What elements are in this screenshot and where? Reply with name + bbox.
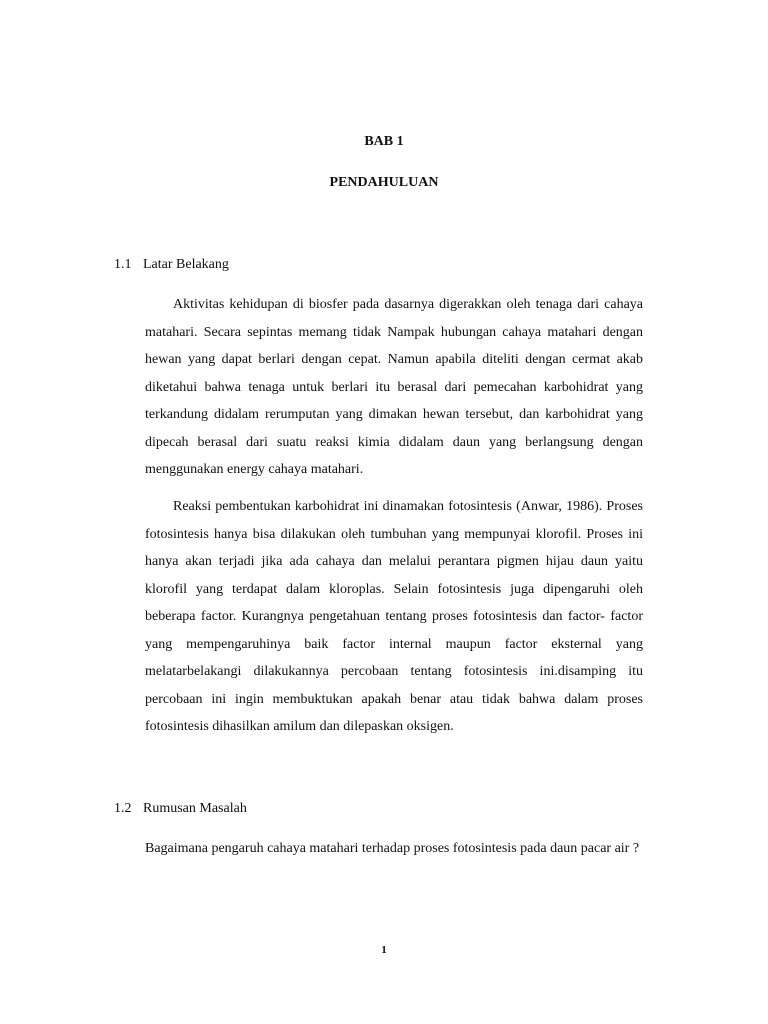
section-heading-latar-belakang [114, 257, 229, 273]
paragraph-latar-belakang-1: Aktivitas kehidupan di biosfer pada dasarnya digerakkan oleh tenaga dari cahaya matahari. Secara sepintas memang tidak Nampak hubungan cahaya matahari dengan hewan yang dapat berlari dengan cepat. Namun apabila diteliti dengan cermat akab diketahui bahwa tenaga untuk berlari itu berasal dari pemecahan karbohidrat yang terkandung didalam rerumputan yang dimakan hewan tersebut, dan karbohidrat yang dipecah berasal dari suatu reaksi kimia didalam daun yang berlangsung dengan menggunakan energy cahaya matahari. [145, 297, 643, 477]
section-heading-rumusan-masalah [114, 801, 247, 817]
chapter-label: BAB 1 [364, 134, 404, 149]
paragraph-rumusan-masalah: Bagaimana pengaruh cahaya matahari terhadap proses fotosintesis pada daun pacar air ? [145, 841, 640, 856]
section-title: Rumusan Masalah [143, 801, 247, 816]
section-title: Latar Belakang [143, 257, 229, 272]
paragraph-latar-belakang-2: Reaksi pembentukan karbohidrat ini dinamakan fotosintesis (Anwar, 1986). Proses fotosintesis hanya bisa dilakukan oleh tumbuhan yang mempunyai klorofil. Proses ini hanya akan terjadi jika ada cahaya dan melalui perantara pigmen hijau daun yaitu klorofil yang terdapat dalam kloroplas. Selain fotosintesis juga dipengaruhi oleh beberapa factor. Kurangnya pengetahuan tentang proses fotosintesis dan factor- factor yang mempengaruhinya baik factor internal maupun factor eksternal yang melatarbelakangi dilakukannya percobaan tentang fotosintesis ini.disamping itu percobaan ini ingin membuktukan apakah benar atau tidak bahwa dalam proses fotosintesis dihasilkan amilum dan dilepaskan oksigen. [145, 499, 643, 734]
section-number: 1.2 [114, 801, 132, 816]
section-number: 1.1 [114, 257, 132, 272]
page-number: 1 [381, 944, 387, 956]
chapter-title: PENDAHULUAN [329, 175, 439, 190]
